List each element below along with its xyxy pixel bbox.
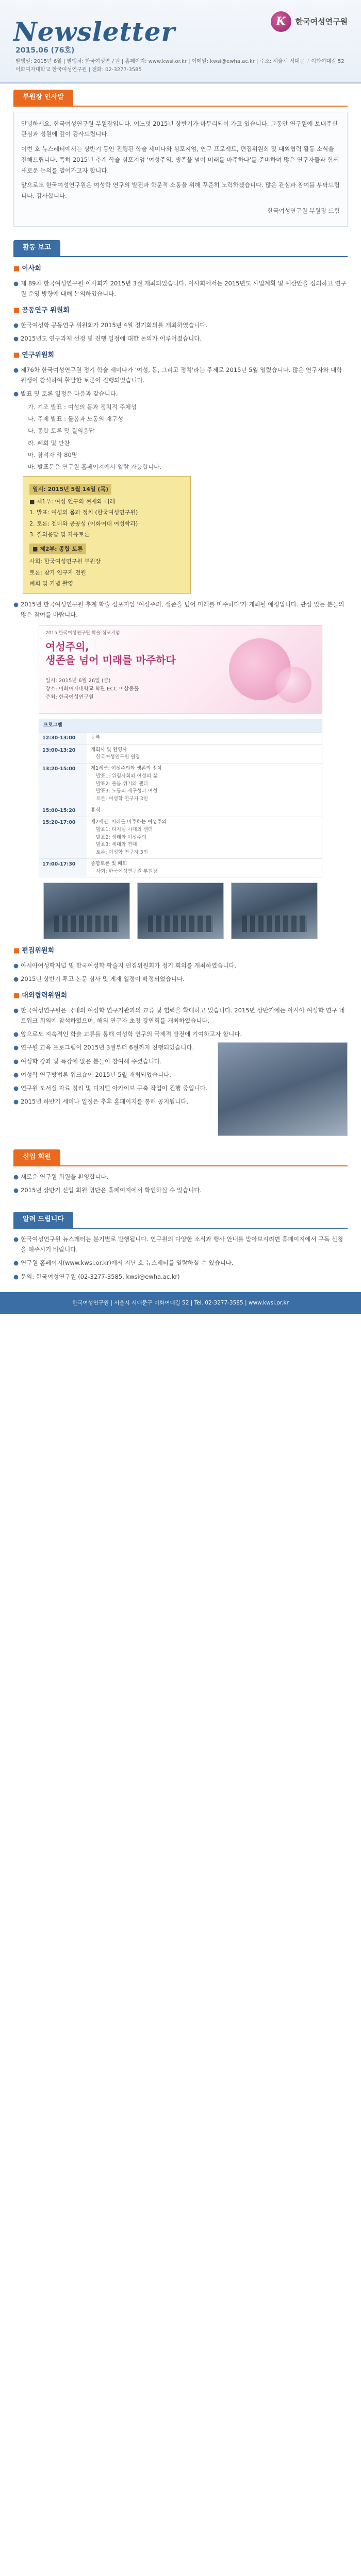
schedule-body [87,764,322,805]
program-line: ■ 제1부: 여성 연구의 현재와 미래 [29,498,116,505]
schedule-row [39,732,322,744]
list-item-text: 여성학 연구방법론 워크숍이 2015년 5월 개최되었습니다. [21,1071,171,1078]
program-line: 3. 질의응답 및 자유토론 [29,531,90,538]
schedule-detail: 토론: 여성학 연구자 3인 [96,795,148,802]
symposium-poster[interactable] [39,625,322,714]
publication-info: 발행일: 2015년 6월 | 발행처: 한국여성연구원 | 홈페이지: www.kwsi.or.kr | 이메일: kwsi@ewha.ac.kr | 주소: 서울시 서대문구 이화여대길 52 이화여자대학교 한국여성연구원 | 전화: 02-3277-3585 [15,59,344,73]
sub-list-item: 라. 폐회 및 만찬 [28,439,70,447]
section-divider [13,1165,348,1166]
notice-section [0,1206,361,1292]
schedule-detail: 발표1: 위험사회와 여성의 삶 [96,773,158,779]
list-item [13,974,348,984]
list-item [13,1070,208,1080]
board-heading-label: 이사회 [22,265,41,273]
list-item [13,1272,348,1282]
activities-tab: 활동 보고 [13,240,60,256]
bullet-icon: ● [13,975,19,983]
editorial-heading-label: 편집위원회 [22,947,55,955]
bullet-icon: ● [13,321,19,329]
research-heading-label: 공동연구 위원회 [22,307,70,314]
bullet-icon: ● [13,334,19,342]
sub-list-item: 마. 참석자 약 80명 [28,451,77,459]
newsletter-title: Newsletter [13,16,175,47]
schedule-row [39,744,322,763]
bullet-icon: ● [13,1007,19,1014]
greeting-paragraph: 이번 호 뉴스레터에서는 상반기 동안 진행된 학술 세미나와 심포지엄, 연구 프로젝트, 편집위원회 및 대외협력 활동 소식을 전해드립니다. 특히 2015년 추계 학술 심포지엄 '여성주의, 생존을 넘어 미래를 마주하다'를 준비하며 많은 연구자들과 함께 새로운 논의를 열어가고자 합니다. [21,145,339,174]
schedule-session: 휴식 [91,807,101,813]
greeting-paragraph: 앞으로도 한국여성연구원은 여성학 연구의 발전과 학문적 소통을 위해 꾸준히 노력하겠습니다. 많은 관심과 참여를 부탁드립니다. 감사합니다. [21,181,340,199]
schedule-time: 15:20-17:00 [39,817,87,858]
list-item [13,1096,208,1107]
bullet-icon: ● [13,601,19,608]
event-photo[interactable] [137,883,224,939]
schedule-body [87,817,322,858]
bullet-icon: ● [13,279,19,287]
schedule-time: 13:00-13:20 [39,745,87,763]
program-line: 2. 토론: 젠더와 공공성 (이화여대 여성학과) [29,520,138,527]
list-item [13,388,348,399]
schedule-detail: 발표3: 노동의 재구성과 여성 [96,788,158,794]
section-divider [13,106,348,107]
list-item-text: 제76차 한국여성연구원 정기 학술 세미나가 '여성, 몸, 그리고 정치'라는 주제로 2015년 5월 열렸습니다. 많은 연구자와 대학원생이 참석하여 활발한 토론이 진행되었습니다. [21,366,342,384]
newmember-tab: 신입 회원 [13,1149,60,1165]
schedule-row [39,817,322,858]
greeting-box [13,112,348,227]
list-item [13,333,348,344]
seminar-program-box [23,476,191,594]
square-bullet-icon: ■ [13,265,20,273]
seminar-heading [13,350,348,362]
program-line: 토론: 참가 연구자 전원 [29,569,86,576]
list-item-text: 연구원 도서실 자료 정리 및 디지털 아카이브 구축 작업이 진행 중입니다. [21,1084,208,1092]
section-divider [13,1228,348,1229]
section-divider [13,256,348,257]
schedule-detail: 발표2: 생태와 여성주의 [96,834,146,840]
schedule-detail: 사회: 한국여성연구원 부원장 [96,868,158,874]
institute-logo[interactable] [271,11,348,32]
list-item [13,365,348,385]
bullet-icon: ● [13,1273,19,1280]
sub-list-item: 나. 주제 발표 : 돌봄과 노동의 재구성 [28,415,123,423]
schedule-time: 17:00-17:30 [39,859,87,877]
schedule-row [39,858,322,877]
external-heading [13,990,348,1002]
list-item [13,1258,348,1268]
list-item-text: 앞으로도 지속적인 학술 교류를 통해 여성학 연구의 국제적 발전에 기여하고자 합니다. [21,1030,242,1038]
list-item [13,1185,348,1195]
schedule-body [87,859,322,877]
schedule-header: 프로그램 [39,719,322,732]
list-item-text: 2015년 한국여성연구원 추계 학술 심포지엄 '여성주의, 생존을 넘어 미래를 마주하다'가 개최될 예정입니다. 관심 있는 분들의 많은 참여를 바랍니다. [21,601,344,619]
list-item-text: 연구원 교육 프로그램이 2015년 3월부터 6월까지 진행되었습니다. [21,1044,194,1052]
schedule-table [39,719,322,877]
program-line: 사회: 한국여성연구원 부원장 [29,558,101,565]
program-line: 1. 발표: 여성의 몸과 정치 (한국여성연구원) [29,509,138,516]
list-item-text: 새로운 연구원 회원을 환영합니다. [21,1173,109,1181]
schedule-time: 15:00-15:20 [39,805,87,817]
poster-details: 일시: 2015년 6월 26일 (금) 장소: 이화여자대학교 학관 ECC 이삼봉홀 주최: 한국여성연구원 [45,678,139,701]
square-bullet-icon: ■ [13,307,20,314]
sub-list-item: 바. 발표문은 연구원 홈페이지에서 열람 가능합니다. [28,463,161,470]
list-item-text: 제 89차 한국여성연구원 이사회가 2015년 3월 개최되었습니다. 이사회에서는 2015년도 사업계획 및 예산안을 심의하고 연구원 운영 방향에 대해 논의하였습니다. [21,279,347,297]
list-item [13,1042,208,1053]
issue-date: 2015.06 (76호) [15,46,75,55]
schedule-session: 종합토론 및 폐회 [91,860,127,867]
schedule-detail: 발표3: 세대와 연대 [96,842,137,848]
list-item-text: 2015년 상반기 투고 논문 심사 및 게재 일정이 확정되었습니다. [21,975,185,983]
list-item [13,1234,348,1255]
activities-section [0,234,361,1143]
schedule-detail: 토론: 여성학 연구자 3인 [96,850,148,856]
schedule-row [39,805,322,817]
square-bullet-icon: ■ [13,992,20,1000]
poster-title: 여성주의, 생존을 넘어 미래를 마주하다 [45,640,176,667]
schedule-session: 제1세션: 여성주의와 생존의 정치 [91,766,162,772]
bullet-icon: ● [13,1044,19,1052]
schedule-detail: 발표2: 돌봄 위기와 젠더 [96,781,148,787]
list-item-text: 아시아여성학저널 및 한국여성학 학술지 편집위원회가 정기 회의를 개최하였습니다. [21,962,237,970]
list-item [13,1083,208,1093]
schedule-detail: 발표1: 디지털 시대의 젠더 [96,827,153,833]
poster-subtitle: 2015 한국여성연구원 학술 심포지엄 [45,631,120,636]
event-photo[interactable] [231,883,318,939]
bullet-icon: ● [13,1084,19,1092]
list-item [13,960,348,971]
list-item-text: 한국여성학 공동연구 위원회가 2015년 4월 정기회의를 개최하였습니다. [21,321,208,329]
research-heading [13,305,348,317]
greeting-tab: 부원장 인사말 [13,90,73,106]
list-item-text: 2015년 상반기 신입 회원 명단은 홈페이지에서 확인하실 수 있습니다. [21,1187,202,1194]
seminar-heading-label: 연구위원회 [22,351,55,359]
bullet-icon: ● [13,1259,19,1267]
schedule-body [87,733,322,744]
list-item-text: 한국여성연구원 뉴스레터는 분기별로 발행됩니다. 연구원의 다양한 소식과 행사 안내를 받아보시려면 홈페이지에서 구독 신청을 해주시기 바랍니다. [21,1235,343,1253]
list-item [13,1005,348,1026]
editorial-heading [13,945,348,957]
sub-list-item: 다. 종합 토론 및 질의응답 [28,427,95,435]
program-title: 일시: 2015년 5월 14일 (목) [29,484,111,495]
bullet-icon: ● [13,1097,19,1105]
list-item [13,1172,348,1182]
newsletter-header [0,0,361,83]
bullet-icon: ● [13,1173,19,1181]
activity-photo[interactable] [218,1042,348,1136]
schedule-row [39,763,322,805]
schedule-detail: 한국여성연구원 원장 [96,754,140,760]
list-item-text: 발표 및 토론 일정은 다음과 같습니다. [21,390,118,397]
square-bullet-icon: ■ [13,351,20,359]
greeting-section [0,83,361,234]
list-item-text: 문의: 한국여성연구원 (02-3277-3585, kwsi@ewha.ac.kr) [21,1273,180,1280]
event-photo[interactable] [43,883,130,939]
decorative-circle-icon [275,667,311,703]
bullet-icon: ● [13,1030,19,1038]
activity-two-col [13,1042,348,1136]
external-heading-label: 대외협력위원회 [22,992,68,1000]
greeting-paragraph: 안녕하세요. 한국여성연구원 부원장입니다. 어느덧 2015년 상반기가 마무리되어 가고 있습니다. 그동안 연구원에 보내주신 관심과 성원에 깊이 감사드립니다. [21,120,338,138]
schedule-time: 13:20-15:00 [39,764,87,805]
list-item-text: 한국여성연구원은 국내외 여성학 연구기관과의 교류 및 협력을 확대하고 있습니다. 2015년 상반기에는 아시아 여성학 연구 네트워크 회의에 참석하였으며, 해외 연구자 초청 강연회를 개최하였습니다. [21,1007,345,1025]
list-item-text: 여성학 강좌 및 특강에 많은 분들이 참여해 주셨습니다. [21,1057,162,1065]
board-heading [13,263,348,275]
schedule-body [87,745,322,763]
schedule-body [87,805,322,817]
schedule-rows [39,732,322,877]
newsletter-footer: 한국여성연구원 | 서울시 서대문구 이화여대길 52 | Tel. 02-3277-3585 | www.kwsi.or.kr [0,1292,361,1314]
sub-list-item: 가. 기조 발표 : 여성의 몸과 정치적 주체성 [28,403,137,411]
schedule-time: 12:30-13:00 [39,733,87,744]
activity-list [13,1042,208,1110]
list-item-text: 2015년 하반기 세미나 일정은 추후 홈페이지를 통해 공지됩니다. [21,1097,189,1105]
list-item [13,320,348,330]
list-item-text: 2015년도 연구과제 선정 및 진행 일정에 대한 논의가 이루어졌습니다. [21,334,202,342]
program-title: ■ 제2부: 종합 토론 [29,544,86,554]
schedule-session: 개회사 및 환영사 [91,747,127,753]
list-item-text: 연구원 홈페이지(www.kwsi.or.kr)에서 지난 호 뉴스레터를 열람하실 수 있습니다. [21,1259,234,1267]
bullet-icon: ● [13,390,19,397]
square-bullet-icon: ■ [13,947,20,955]
list-item [13,599,348,620]
logo-mark-icon: K [271,11,291,32]
program-line: 폐회 및 기념 촬영 [29,580,73,587]
schedule-session: 제2세션: 미래를 마주하는 여성주의 [91,819,167,825]
bullet-icon: ● [13,1057,19,1065]
newmember-section [0,1143,361,1206]
photo-row [13,883,348,939]
list-item [13,1029,348,1039]
bullet-icon: ● [13,366,19,374]
schedule-session: 등록 [91,735,101,740]
notice-tab: 알려 드립니다 [13,1212,73,1228]
bullet-icon: ● [13,962,19,970]
bullet-icon: ● [13,1071,19,1078]
logo-text: 한국여성연구원 [295,16,348,26]
greeting-signature: 한국여성연구원 부원장 드림 [267,207,340,214]
bullet-icon: ● [13,1235,19,1243]
list-item [13,1056,208,1066]
list-item [13,278,348,299]
bullet-icon: ● [13,1187,19,1194]
